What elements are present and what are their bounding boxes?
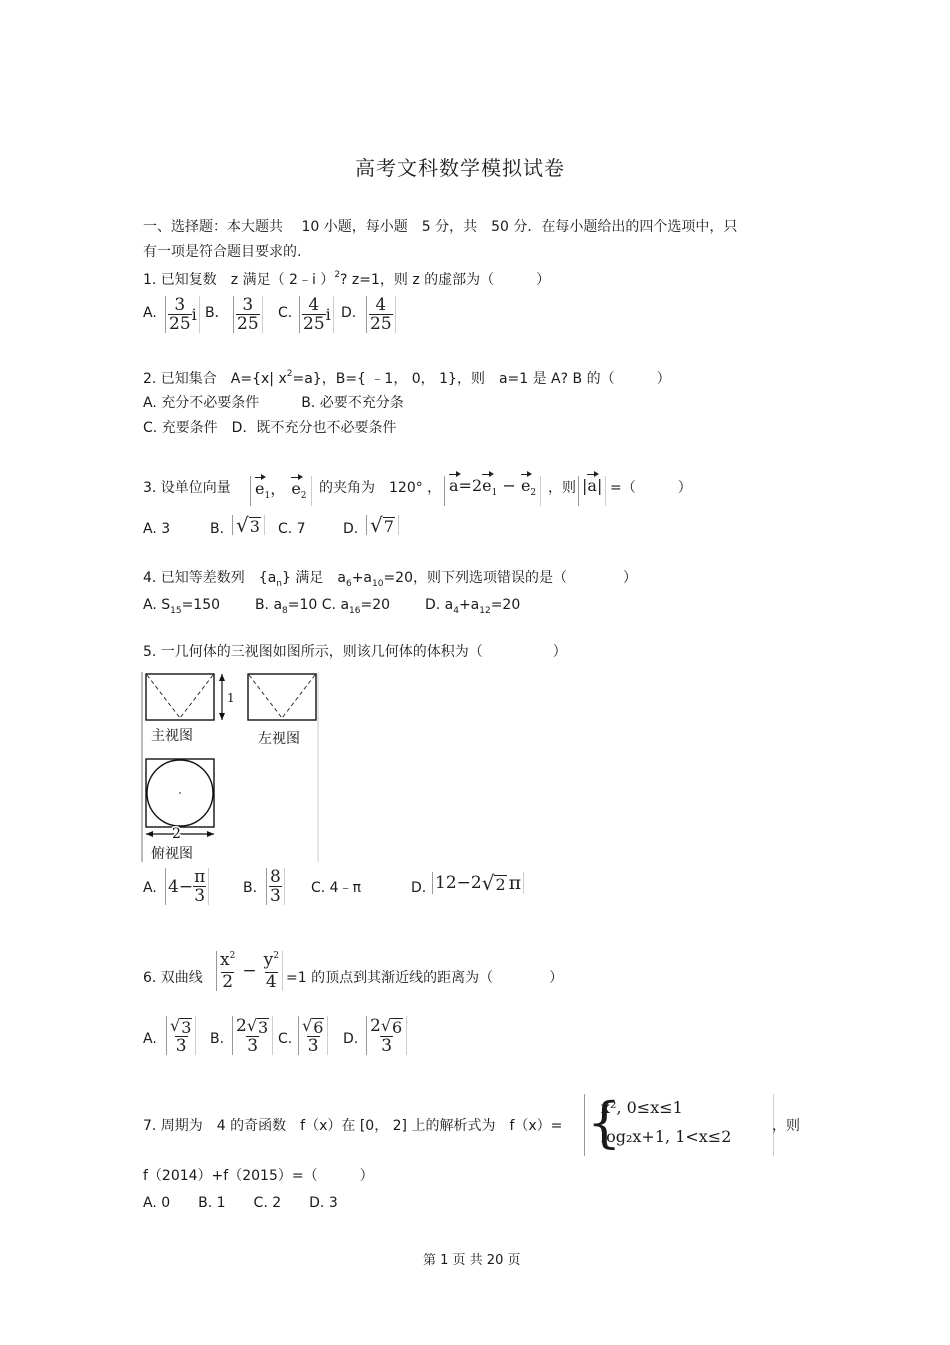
question-5-option-c: C. 4﹣π (311, 880, 362, 896)
question-6-hyperbola-expr: $\frac{x^2}{2}$ − $\frac{y^2}{4}$ (216, 951, 283, 991)
question-7-stem-line2: f（2014）+f（2015）=（ ） (143, 1168, 374, 1184)
question-5-option-a-expr: 4− $\frac{\pi}{3}$ (165, 868, 209, 905)
front-view-rect (146, 674, 214, 720)
question-6-stem-a: 6. 双曲线 (143, 970, 203, 986)
question-5-option-a-label: A. (143, 880, 157, 896)
question-1-option-c-label: C. (278, 305, 293, 321)
question-3-option-d-label: D. (343, 521, 359, 537)
question-6-option-d-label: D. (343, 1031, 359, 1047)
question-3-stem-c: ，则 (548, 480, 576, 496)
question-4-stem: 4. 已知等差数列 $\{a_n\}$ 满足 $a_6+a_{10}=20$，则下列选项错误的是（ ） (143, 570, 637, 589)
question-6-option-a-label: A. (143, 1031, 157, 1047)
page-title: 高考文科数学模拟试卷 (355, 156, 565, 180)
question-7-piecewise-expr: { x², 0≤x≤1 log₂x+1, 1<x≤2 (584, 1094, 774, 1156)
question-1-stem: 1. 已知复数 z 满足（ 2﹣i ）$^2$? z=1，则 z 的虚部为（ ） (143, 270, 551, 288)
side-view-label: 左视图 (258, 731, 300, 747)
question-3-stem-b: 的夹角为 120° ， (319, 480, 442, 496)
question-3-magnitude-a: |a| (578, 476, 606, 506)
question-7-stem-a: 7. 周期为 4 的奇函数 f（x）在 [0， 2] 上的解析式为 f（x）= (143, 1118, 563, 1134)
question-3-stem-a: 3. 设单位向量 (143, 480, 231, 496)
question-5-option-b-label: B. (243, 880, 258, 896)
question-1-option-b-label: B． (205, 305, 229, 321)
question-7-options: A. 0 B. 1 C. 2 D. 3 (143, 1195, 338, 1211)
question-5-option-d-label: D. (411, 880, 427, 896)
question-5-option-d-expr: 12−2 √ 2 π (432, 872, 524, 894)
question-1-option-a-expr: $\frac{3}{25}$ i (165, 296, 200, 333)
question-6-option-a-expr: √ 3 3 (166, 1016, 196, 1055)
dim-height-label: 1 (227, 691, 235, 705)
dim-width-label: 2 (172, 826, 181, 842)
top-view-label: 俯视图 (151, 846, 193, 862)
question-6-option-b-label: B. (210, 1031, 225, 1047)
three-view-figure (141, 672, 321, 862)
question-2-options-cd: C. 充要条件 D．既不充分也不必要条件 (143, 420, 397, 436)
question-2-stem: 2. 已知集合 A={x| $x^2=a$}，B={ ﹣1， 0， 1}，则 a=1 是 A? B 的（ ） (143, 369, 671, 387)
question-3-option-d-expr: √ 7 (366, 515, 399, 535)
question-6-option-d-expr: 2 √ 6 3 (366, 1016, 407, 1055)
question-5-option-b-expr: $\frac{8}{3}$ (266, 868, 285, 905)
question-6-stem-b: =1 的顶点到其渐近线的距离为（ ） (286, 970, 564, 986)
question-3-option-a: A. 3 (143, 521, 171, 537)
question-3-option-b-expr: √ 3 (232, 515, 265, 535)
question-7-stem-b: ，则 (772, 1118, 800, 1134)
question-5-stem: 5. 一几何体的三视图如图所示，则该几何体的体积为（ ） (143, 644, 567, 660)
question-1-option-b-expr: $\frac{3}{25}$ (233, 296, 263, 333)
front-view-label: 主视图 (151, 728, 193, 744)
question-1-option-c-expr: $\frac{4}{25}$ i (299, 296, 334, 333)
question-1-option-d-label: D. (341, 305, 357, 321)
question-3-option-b-label: B. (210, 521, 225, 537)
question-6-option-b-expr: 2 √ 3 3 (232, 1016, 273, 1055)
question-3-vector-expression: $a=2e_1 - e_2$ (444, 476, 541, 506)
question-1-option-d-expr: $\frac{4}{25}$ (366, 296, 396, 333)
question-6-option-c-label: C. (278, 1031, 293, 1047)
question-6-option-c-expr: √ 6 3 (298, 1016, 328, 1055)
question-3-option-c: C. 7 (278, 521, 306, 537)
side-view-rect (248, 674, 316, 720)
page-footer: 第 1 页 共 20 页 (423, 1253, 521, 1268)
question-3-vectors-e1-e2: $e_1$， $e_2$ (250, 476, 312, 506)
question-2-options-ab: A. 充分不必要条件 B. 必要不充分条 (143, 395, 404, 411)
question-3-stem-d: =（ ） (610, 480, 692, 496)
section-instructions-line1: 一、选择题：本大题共 10 小题，每小题 5 分，共 50 分．在每小题给出的四个选项中，只 (143, 219, 738, 235)
section-instructions-line2: 有一项是符合题目要求的. (143, 244, 302, 260)
question-4-options: A. $S_{15}=150$ B. $a_8=10$ C. $a_{16}=20$ D. $a_4+a_{12}=20$ (143, 597, 521, 616)
question-1-option-a-label: A. (143, 305, 157, 321)
